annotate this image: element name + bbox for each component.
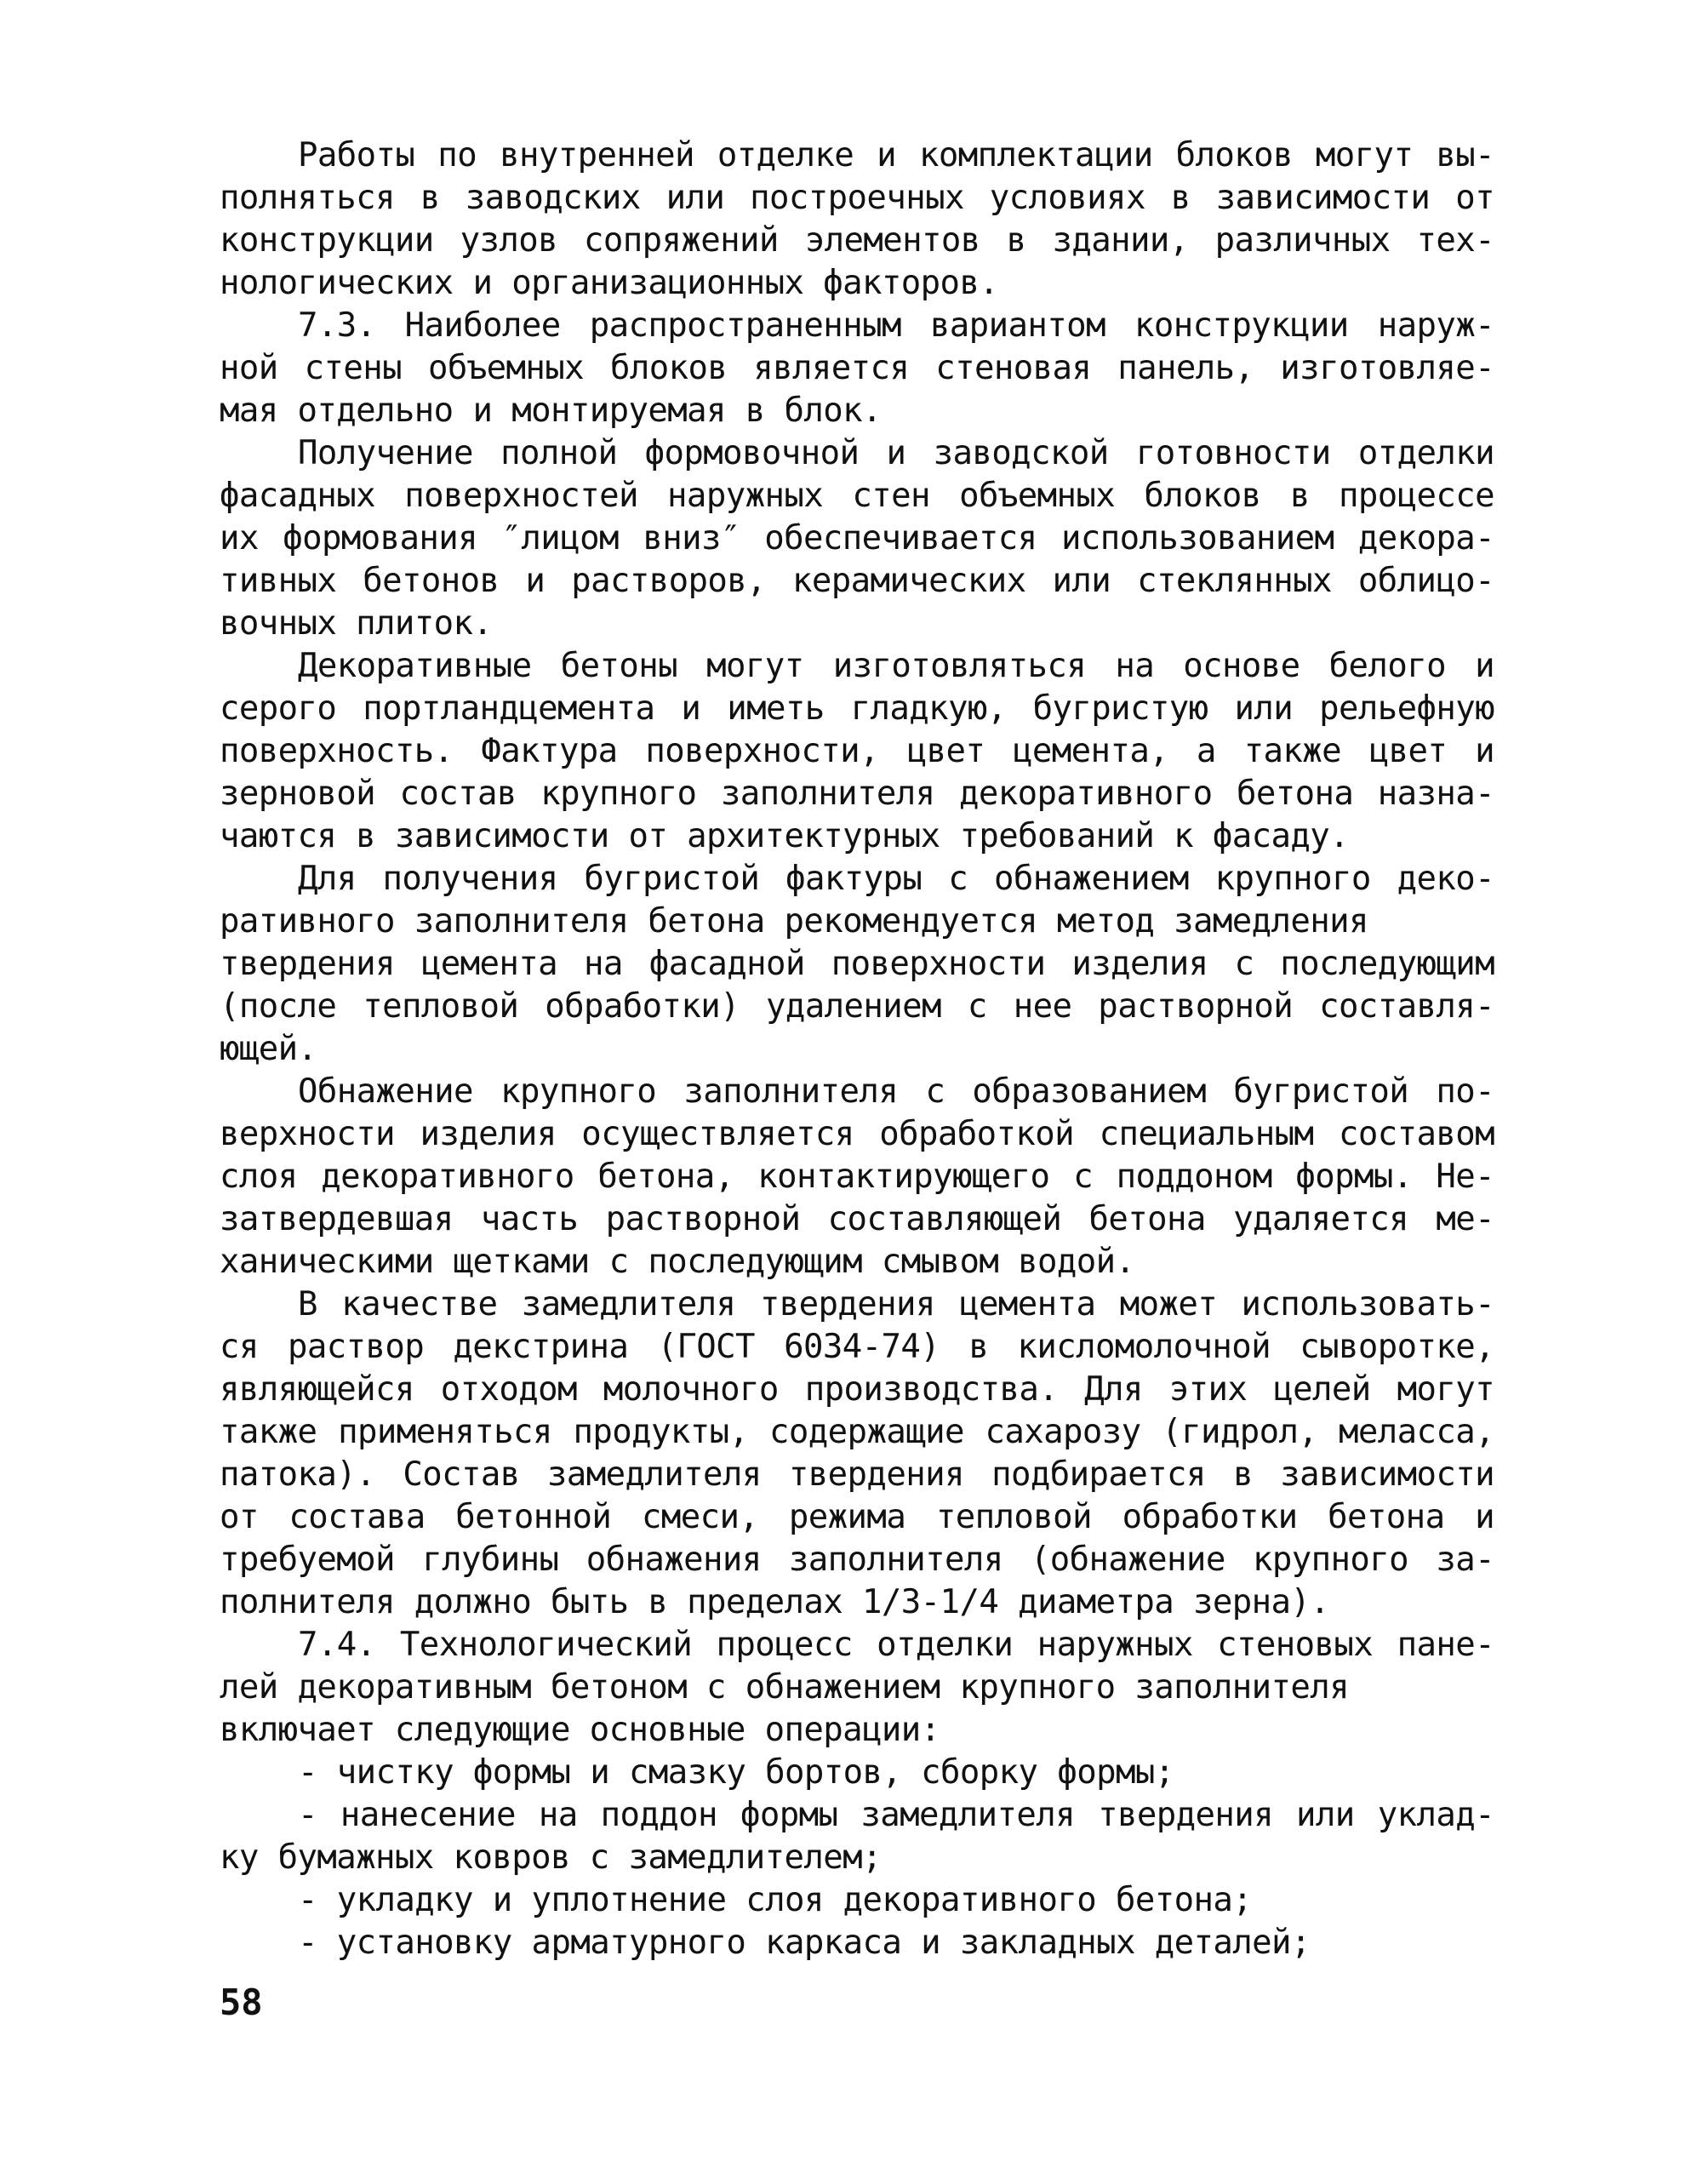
paragraph: [220, 1879, 1494, 1922]
text-line: - чистку формы и смазку бортов, сборку формы;: [298, 1753, 1174, 1792]
paragraph: [220, 1752, 1494, 1794]
text-line: 7.4. Технологический процесс отделки наружных стеновых пане-: [298, 1626, 1494, 1664]
text-line: - укладку и уплотнение слоя декоративного бетона;: [298, 1881, 1253, 1919]
text-line: зерновой состав крупного заполнителя декоративного бетона назна-: [220, 775, 1494, 813]
paragraph: [220, 1922, 1494, 1964]
paragraph: [220, 858, 1494, 1071]
text-line: нологических и организационных факторов.: [220, 264, 999, 302]
paragraph: [220, 645, 1494, 858]
text-line: Декоративные бетоны могут изготовляться на основе белого и: [298, 647, 1494, 685]
text-line: полняться в заводских или построечных условиях в зависимости от: [220, 179, 1494, 217]
text-line: ной стены объемных блоков является стеновая панель, изготовляе-: [220, 349, 1494, 387]
text-line: фасадных поверхностей наружных стен объемных блоков в процессе: [220, 477, 1494, 515]
text-line: Обнажение крупного заполнителя с образованием бугристой по-: [298, 1072, 1494, 1111]
text-line: ративного заполнителя бетона рекомендуется метод замедления: [220, 902, 1368, 940]
text-line: (после тепловой обработки) удалением с нее растворной составля-: [220, 987, 1494, 1026]
text-line: мая отдельно и монтируемая в блок.: [220, 392, 882, 430]
text-line: патока). Состав замедлителя твердения подбирается в зависимости: [220, 1455, 1494, 1494]
text-line: В качестве замедлителя твердения цемента может использовать-: [298, 1285, 1494, 1323]
text-line: тивных бетонов и растворов, керамических или стеклянных облицо-: [220, 562, 1494, 600]
text-line: - нанесение на поддон формы замедлителя твердения или уклад-: [298, 1796, 1494, 1834]
text-line: Для получения бугристой фактуры с обнажением крупного деко-: [298, 860, 1494, 898]
text-line: включает следующие основные операции:: [220, 1711, 940, 1749]
text-line: требуемой глубины обнажения заполнителя (обнажение крупного за-: [220, 1541, 1494, 1579]
paragraph: [220, 1283, 1494, 1624]
paragraph: [220, 305, 1494, 432]
text-line: ся раствор декстрина (ГОСТ 6034-74) в кисломолочной сыворотке,: [220, 1328, 1494, 1366]
text-line: также применяться продукты, содержащие сахарозу (гидрол, меласса,: [220, 1413, 1494, 1451]
text-line: от состава бетонной смеси, режима тепловой обработки бетона и: [220, 1498, 1494, 1536]
paragraph: [220, 1071, 1494, 1283]
text-line: 7.3. Наиболее распространенным вариантом конструкции наруж-: [298, 306, 1494, 345]
document-body: [220, 134, 1494, 1964]
text-line: полнителя должно быть в пределах 1/3-1/4 диаметра зерна).: [220, 1583, 1330, 1621]
text-line: ющей.: [220, 1030, 317, 1068]
text-line: Работы по внутренней отделке и комплектации блоков могут вы-: [298, 136, 1494, 174]
paragraph: [220, 134, 1494, 305]
text-line: Получение полной формовочной и заводской готовности отделки: [298, 434, 1494, 472]
text-line: твердения цемента на фасадной поверхности изделия с последующим: [220, 945, 1494, 983]
text-line: ханическими щетками с последующим смывом водой.: [220, 1243, 1135, 1281]
text-line: - установку арматурного каркаса и закладных деталей;: [298, 1924, 1311, 1962]
text-line: слоя декоративного бетона, контактирующего с поддоном формы. Не-: [220, 1158, 1494, 1196]
text-line: являющейся отходом молочного производства. Для этих целей могут: [220, 1370, 1494, 1409]
text-line: серого портландцемента и иметь гладкую, бугристую или рельефную: [220, 689, 1494, 728]
text-line: чаются в зависимости от архитектурных требований к фасаду.: [220, 817, 1350, 855]
paragraph: [220, 432, 1494, 645]
paragraph: [220, 1624, 1494, 1752]
text-line: затвердевшая часть растворной составляющей бетона удаляется ме-: [220, 1200, 1494, 1238]
text-line: лей декоративным бетоном с обнажением крупного заполнителя: [220, 1668, 1350, 1707]
text-line: их формования ″лицом вниз″ обеспечивается использованием декора-: [220, 519, 1494, 557]
text-line: ку бумажных ковров с замедлителем;: [220, 1838, 882, 1877]
text-line: верхности изделия осуществляется обработкой специальным составом: [220, 1115, 1494, 1153]
paragraph: [220, 1794, 1494, 1879]
text-line: поверхность. Фактура поверхности, цвет цемента, а также цвет и: [220, 732, 1494, 770]
text-line: вочных плиток.: [220, 604, 493, 643]
text-line: конструкции узлов сопряжений элементов в здании, различных тех-: [220, 221, 1494, 260]
page-number: 58: [220, 1981, 263, 2023]
